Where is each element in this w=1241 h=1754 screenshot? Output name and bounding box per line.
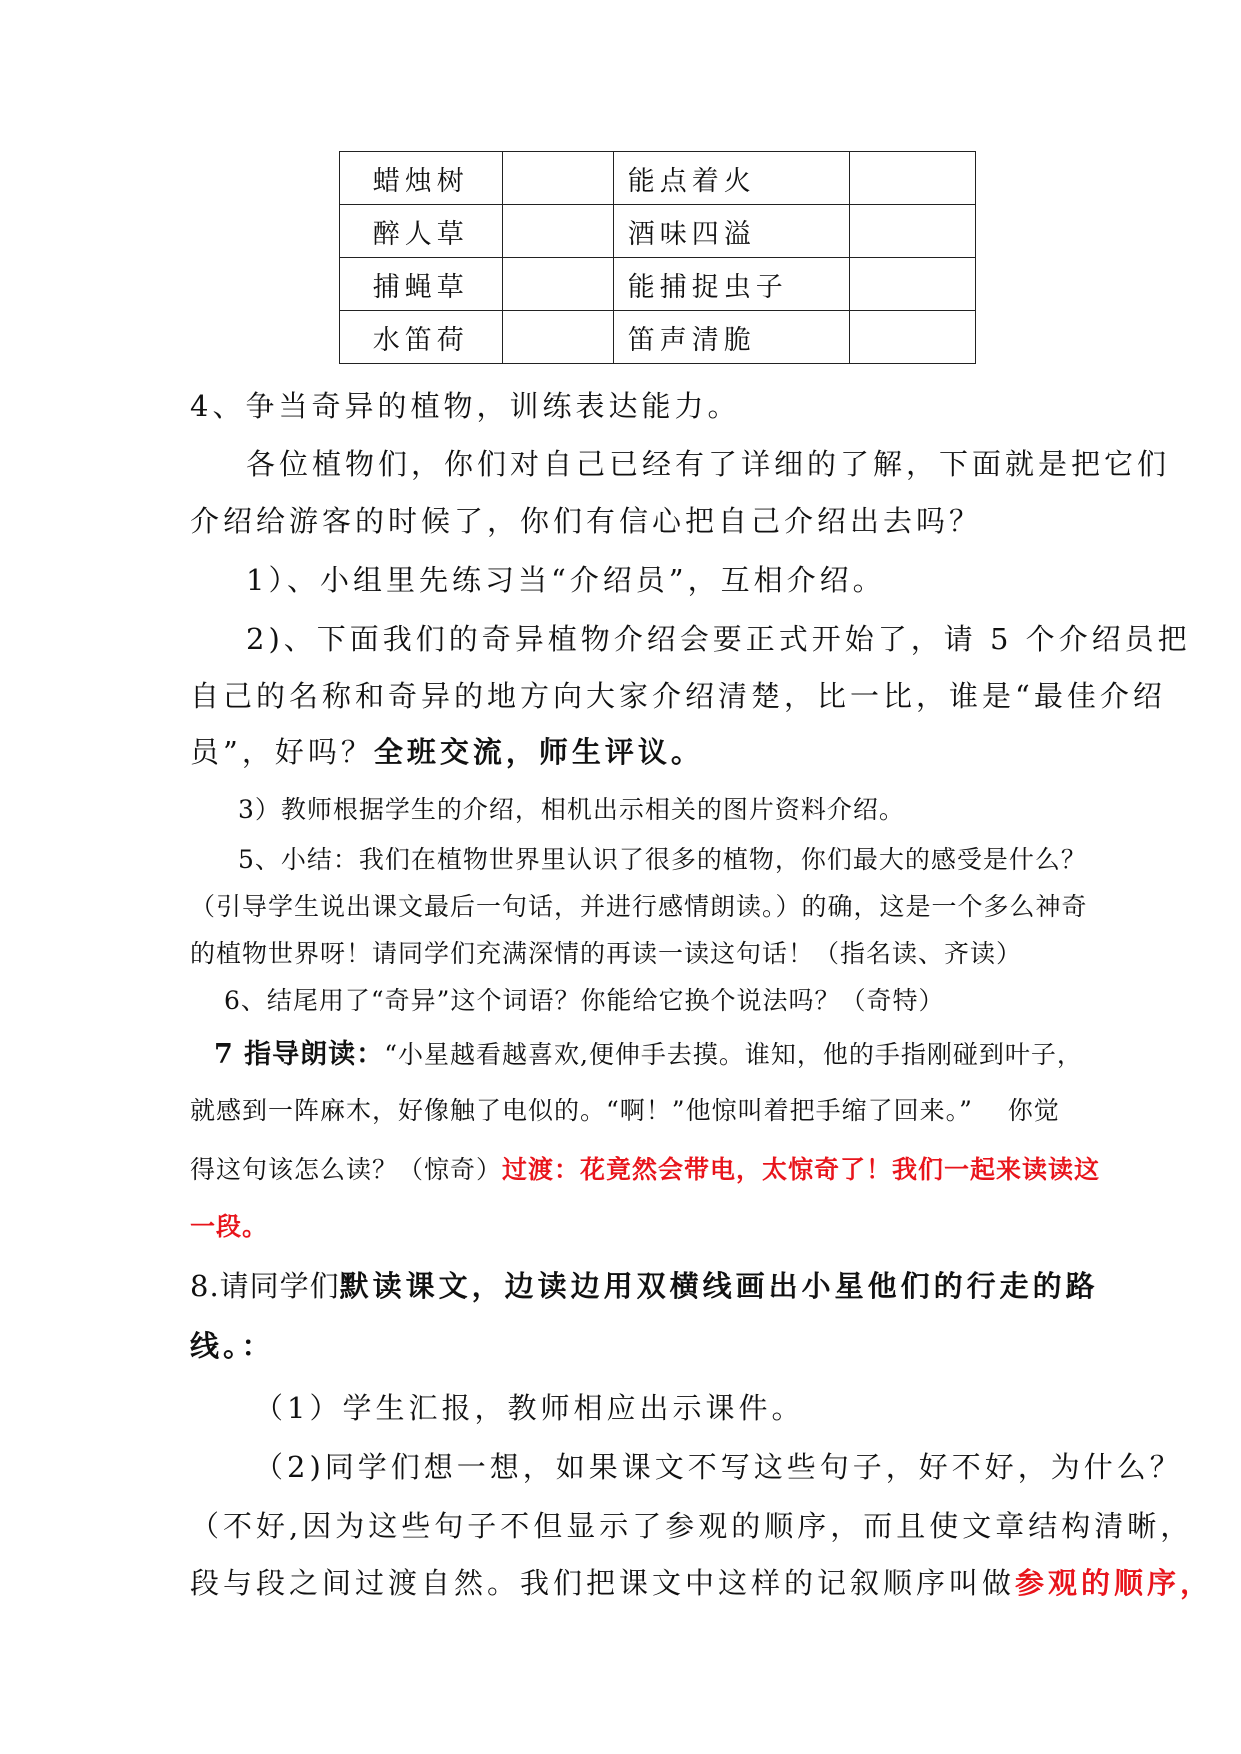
paragraph-line: 各位植物们，你们对自己已经有了详细的了解，下面就是把它们 [246, 447, 1171, 481]
paragraph-line: 6、结尾用了“奇异”这个词语？你能给它换个说法吗？（奇特） [224, 986, 945, 1015]
bold-text: 7 指导朗读： [214, 1039, 385, 1070]
empty-cell [850, 152, 976, 205]
plant-name: 水笛荷 [340, 311, 503, 364]
plant-feature: 笛声清脆 [613, 311, 850, 364]
paragraph-line: （1）学生汇报，教师相应出示课件。 [254, 1391, 805, 1425]
paragraph-line: 自己的名称和奇异的地方向大家介绍清楚，比一比，谁是“最佳介绍 [190, 679, 1166, 713]
summary-line: 5、小结：我们在植物世界里认识了很多的植物，你们最大的感受是什么？ [238, 845, 1087, 874]
red-bold-text: 参观的顺序， [1015, 1566, 1214, 1600]
text-run: 段与段之间过渡自然。我们把课文中这样的记叙顺序叫做 [190, 1566, 1016, 1600]
empty-cell [502, 152, 613, 205]
empty-cell [850, 258, 976, 311]
plant-name: 蜡烛树 [340, 152, 503, 205]
bold-text: 默读课文，边读边用双横线画出小星他们的行走的路 [339, 1269, 1099, 1303]
text-run: 员”，好吗？ [190, 735, 374, 769]
paragraph-line [190, 1150, 1100, 1186]
paragraph-line: 介绍给游客的时候了，你们有信心把自己介绍出去吗？ [190, 504, 983, 538]
empty-cell [502, 258, 613, 311]
table-row [340, 152, 976, 205]
summary-line: （引导学生说出课文最后一句话，并进行感情朗读。）的确，这是一个多么神奇 [190, 892, 1088, 921]
empty-cell [850, 311, 976, 364]
plant-feature: 能捕捉虫子 [613, 258, 850, 311]
paragraph-line: 1）、小组里先练习当“介绍员”，互相介绍。 [246, 563, 886, 597]
paragraph-line: 2)、下面我们的奇异植物介绍会要正式开始了，请 5 个介绍员把 [246, 622, 1191, 656]
paragraph-line: 3）教师根据学生的介绍，相机出示相关的图片资料介绍。 [238, 795, 905, 824]
paragraph-line: （不好,因为这些句子不但显示了参观的顺序，而且使文章结构清晰， [190, 1509, 1194, 1543]
table-row [340, 205, 976, 258]
empty-cell [502, 205, 613, 258]
paragraph-line [214, 1032, 1083, 1071]
plant-name: 捕蝇草 [340, 258, 503, 311]
red-bold-text: 过渡：花竟然会带电，太惊奇了！我们一起来读读这 [502, 1155, 1101, 1184]
bold-text: 全班交流，师生评议。 [373, 735, 704, 769]
text-run: “小星越看越喜欢,便伸手去摸。谁知，他的手指刚碰到叶子， [384, 1040, 1083, 1069]
empty-cell [502, 311, 613, 364]
plant-feature: 酒味四溢 [613, 205, 850, 258]
paragraph-line: （2)同学们想一想，如果课文不写这些句子，好不好，为什么？ [254, 1450, 1183, 1484]
section-8-heading [190, 1264, 1099, 1305]
paragraph-line: 就感到一阵麻木，好像触了电似的。“啊！”他惊叫着把手缩了回来。” 你觉 [190, 1096, 1060, 1125]
paragraph-line [190, 730, 704, 771]
paragraph-line [190, 1561, 1213, 1602]
red-bold-text: 一段。 [190, 1212, 269, 1241]
plant-table [339, 151, 976, 364]
summary-line: 的植物世界呀！请同学们充满深情的再读一读这句话！（指名读、齐读） [190, 939, 1023, 968]
empty-cell [850, 205, 976, 258]
section-4-heading: 4、争当奇异的植物，训练表达能力。 [190, 389, 741, 423]
text-run: 8.请同学们 [190, 1269, 340, 1303]
plant-feature: 能点着火 [613, 152, 850, 205]
table-row [340, 258, 976, 311]
plant-name: 醉人草 [340, 205, 503, 258]
text-run: 得这句该怎么读？（惊奇） [190, 1155, 503, 1184]
table-row [340, 311, 976, 364]
bold-text: 线。： [190, 1329, 275, 1363]
